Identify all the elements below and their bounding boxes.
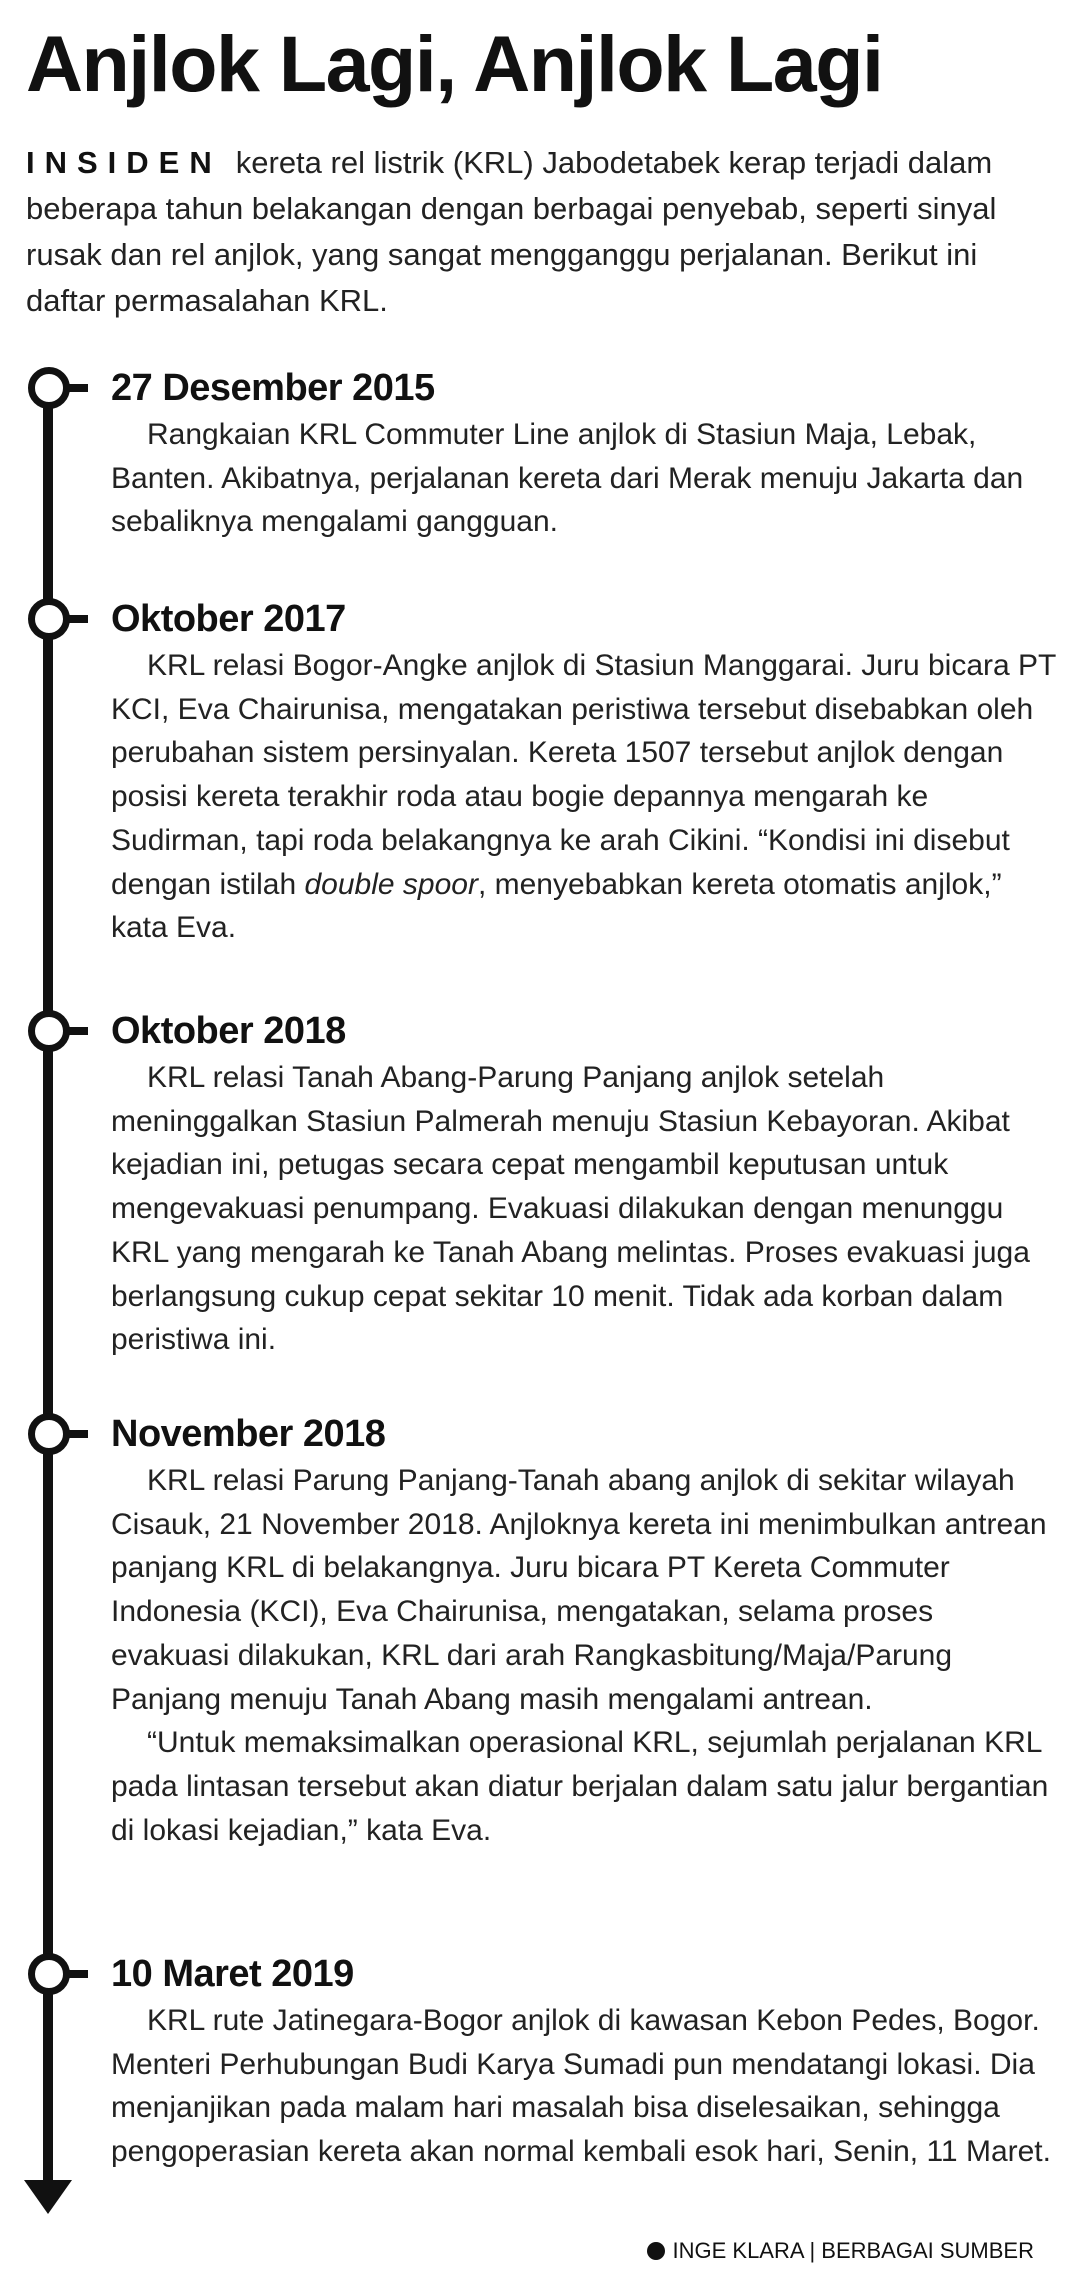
timeline-marker-icon [28,1010,70,1052]
event-description: KRL relasi Parung Panjang-Tanah abang anjlok di sekitar wilayah Cisauk, 21 November 2018. Anjloknya kereta ini menimbulkan antrean panjang KRL di belakangnya. Juru bicara PT Kereta Commuter Indonesia (KCI), Eva Chairunisa, mengatakan, selama proses evakuasi dilakukan, KRL dari arah Rangkasbitung/Maja/Parung Panjang menuju Tanah Abang masih mengalami antrean. [111,1464,1047,1716]
page-title: Anjlok Lagi, Anjlok Lagi [26,19,883,108]
event-date: 27 Desember 2015 [111,367,435,409]
timeline-marker-icon [28,367,70,409]
timeline-entry [111,363,1056,544]
event-date: November 2018 [111,1413,386,1455]
timeline-entry [111,1409,1056,1852]
event-quote: “Untuk memaksimalkan operasional KRL, sejumlah perjalanan KRL pada lintasan tersebut akan diatur berjalan dalam satu jalur bergantian di lokasi kejadian,” kata Eva. [111,1726,1049,1847]
timeline-marker-icon [28,1953,70,1995]
timeline-marker-icon [28,1413,70,1455]
event-description: KRL relasi Tanah Abang-Parung Panjang anjlok setelah meninggalkan Stasiun Palmerah menuju Stasiun Kebayoran. Akibat kejadian ini, petugas secara cepat mengambil keputusan untuk mengevakuasi penumpang. Evakuasi dilakukan dengan menunggu KRL yang mengarah ke Tanah Abang melintas. Proses evakuasi juga berlangsung cukup cepat sekitar 10 menit. Tidak ada korban dalam peristiwa ini. [111,1061,1030,1357]
italic-term: double spoor [304,867,478,901]
timeline-marker-icon [28,598,70,640]
intro-kicker: INSIDEN [26,145,222,180]
event-description: KRL relasi Bogor-Angke anjlok di Stasiun Manggarai. Juru bicara PT KCI, Eva Chairunisa, mengatakan peristiwa tersebut disebabkan oleh perubahan sistem persinyalan. Kereta 1507 tersebut anjlok dengan posisi kereta terakhir roda atau bogie depannya mengarah ke Sudirman, tapi roda belakangnya ke arah Cikini. “Kondisi ini disebut dengan istilah double spoor, menyebabkan kereta otomatis anjlok,” kata Eva. [111,649,1056,945]
intro-paragraph [26,140,1056,324]
timeline-entry [111,1949,1056,2174]
event-date: Oktober 2017 [111,598,346,640]
event-description: KRL rute Jatinegara-Bogor anjlok di kawasan Kebon Pedes, Bogor. Menteri Perhubungan Budi Karya Sumadi pun mendatangi lokasi. Dia menjanjikan pada malam hari masalah bisa diselesaikan, sehingga pengoperasian kereta akan normal kembali esok hari, Senin, 11 Maret. [111,2004,1051,2169]
timeline-line [43,390,53,2190]
event-description: Rangkaian KRL Commuter Line anjlok di Stasiun Maja, Lebak, Banten. Akibatnya, perjalanan kereta dari Merak menuju Jakarta dan sebaliknya mengalami gangguan. [111,418,1024,539]
intro-text: kereta rel listrik (KRL) Jabodetabek kerap terjadi dalam beberapa tahun belakangan dengan berbagai penyebab, seperti sinyal rusak dan rel anjlok, yang sangat mengganggu perjalanan. Berikut ini daftar permasalahan KRL. [26,145,997,318]
timeline-entry [111,594,1056,950]
bullet-icon [647,2242,665,2260]
source-credit [647,2236,1035,2266]
credit-text: INGE KLARA | BERBAGAI SUMBER [672,2238,1034,2263]
timeline-arrow-icon [24,2180,72,2214]
timeline-entry [111,1006,1056,1362]
event-date: Oktober 2018 [111,1010,346,1052]
event-date: 10 Maret 2019 [111,1953,354,1995]
